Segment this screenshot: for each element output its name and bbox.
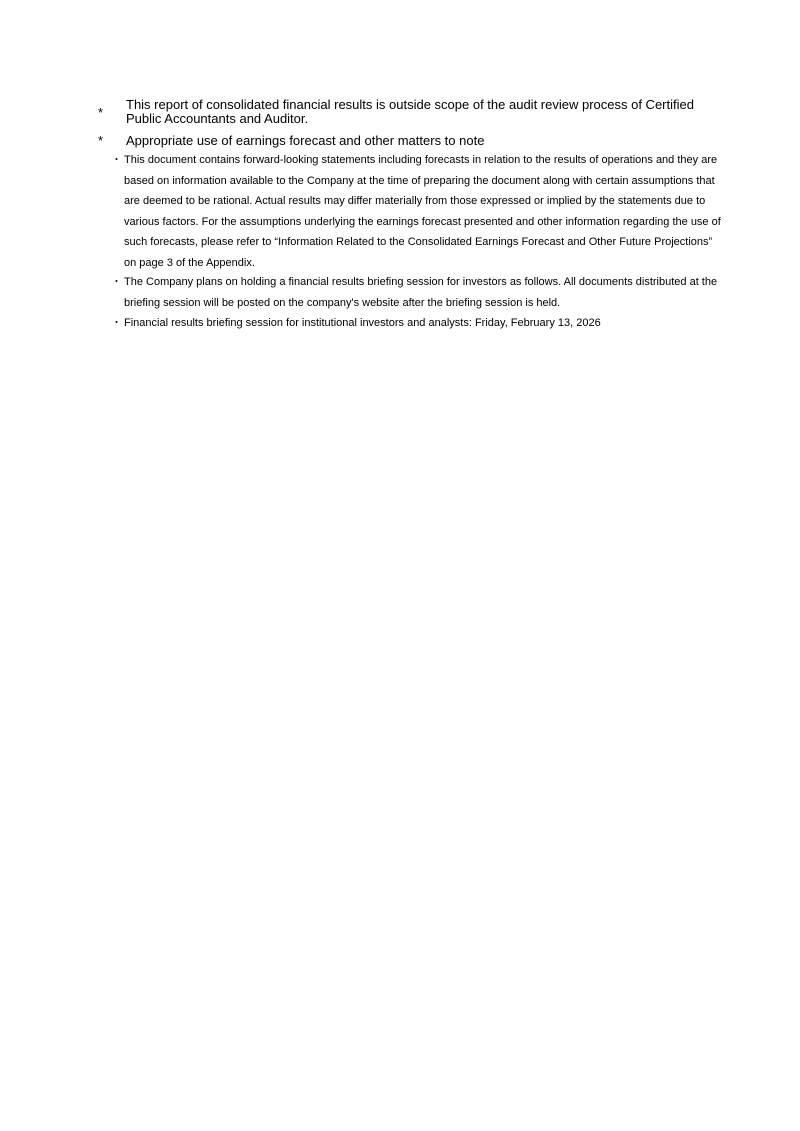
- bullet-marker: ・: [111, 276, 122, 288]
- asterisk-marker: *: [98, 105, 104, 120]
- briefing-date-text: Financial results briefing session for institutional investors and analysts: Friday, February 13, 2026: [124, 317, 601, 329]
- forecast-note-heading: Appropriate use of earnings forecast and other matters to note: [126, 133, 485, 148]
- briefing-session-text: The Company plans on holding a financial results briefing session for investors as follows. All documents distributed at the briefing session will be posted on the company's website after the briefing session is held.: [124, 276, 718, 309]
- asterisk-marker: *: [98, 133, 104, 148]
- bullet-marker: ・: [111, 317, 122, 329]
- forward-looking-statements-text: This document contains forward-looking statements including forecasts in relation to the results of operations and they are based on information available to the Company at the time of preparing the document along with certain assumptions that are deemed to be rational. Actual results may differ materially from those expressed or implied by the statements due to various factors. For the assumptions underlying the earnings forecast presented and other information regarding the use of such forecasts, please refer to “Information Related to the Consolidated Earnings Forecast and Other Future Projections” on page 3 of the Appendix.: [124, 154, 721, 269]
- bullet-marker: ・: [111, 154, 122, 166]
- audit-note-text: This report of consolidated financial results is outside scope of the audit review process of Certified Public Accountants and Auditor.: [126, 97, 694, 126]
